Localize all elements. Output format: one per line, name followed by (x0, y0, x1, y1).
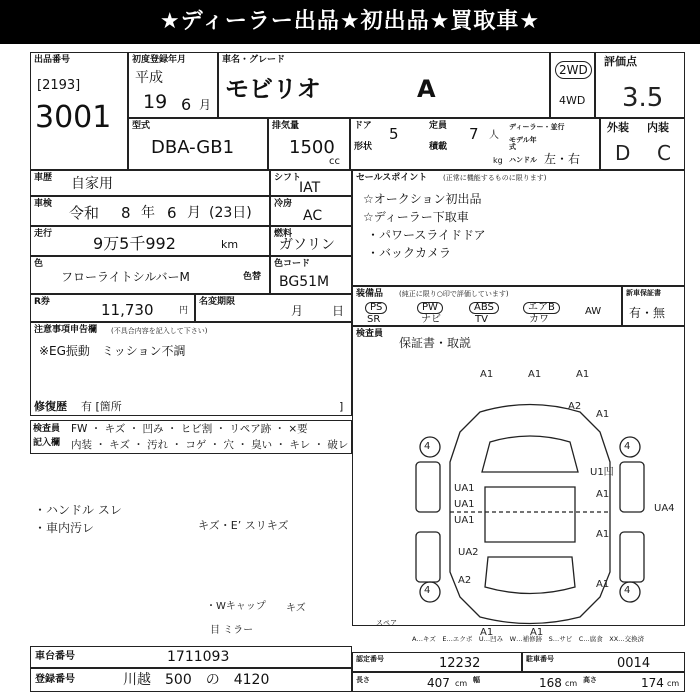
diagram-mark-5: A1 (596, 489, 610, 500)
sales-point-4: ・バックカメラ (367, 246, 452, 260)
color-code-label: 色コード (274, 259, 311, 269)
diagram-mark-15: UA2 (458, 547, 479, 558)
spare-label: スペア (376, 619, 397, 627)
history-box (30, 170, 270, 196)
diagram-mark-11: A2 (568, 401, 582, 412)
mileage-box (30, 226, 270, 256)
score-box (595, 52, 685, 118)
diagram-mark-9: A1 (530, 627, 544, 638)
model-value: DBA-GB1 (151, 137, 235, 158)
inspection-month: 6 (167, 204, 177, 222)
sales-point-2: ☆ディーラー下取車 (363, 210, 469, 224)
width-value: 168 (539, 676, 562, 690)
sales-point-3: ・パワースライドドア (367, 228, 486, 242)
equip-leather: カワ (529, 314, 549, 325)
inspection-box (30, 196, 270, 226)
recycle-label: R券 (34, 297, 50, 307)
new-car-warranty-value: 有・無 (629, 306, 666, 320)
repair-end: ] (339, 400, 344, 413)
capacity-value: 7 (469, 125, 479, 143)
tax-day-unit: 日 (332, 304, 345, 318)
damage-legend: A…キズ E…エクボ U…凹み W…補修跡 S…サビ C…腐食 XX…交換済 (412, 635, 645, 643)
lot-label: 出品番号 (34, 55, 71, 65)
diagram-mark-20: 4 (424, 585, 431, 596)
height-unit: cm (667, 679, 680, 688)
checks-row-1: FW ・ キズ ・ 凹み ・ ヒビ割 ・ リペア跡 ・ ×要 (71, 423, 308, 435)
sales-points-box (352, 170, 685, 286)
equipment-note: (純正に限り○印で評価しています) (399, 290, 509, 298)
car-name-label: 車名・グレード (222, 55, 286, 65)
equip-aw: AW (585, 306, 602, 317)
handwritten-note-4: ・Wキャップ (206, 601, 266, 612)
model-box (128, 118, 268, 170)
car-damage-diagram (410, 392, 650, 632)
ac-value: AC (303, 208, 323, 224)
cert-label: 認定番号 (356, 655, 384, 663)
color-value: フローライトシルバーM (61, 270, 190, 284)
inspection-year-unit: 年 (141, 205, 155, 221)
exterior-interior-box (600, 118, 685, 170)
recycle-unit: 円 (179, 306, 189, 316)
spec-box (350, 118, 600, 170)
sales-point-1: ☆オークション初出品 (363, 192, 482, 206)
handle-label: ハンドル (509, 156, 537, 164)
fuel-value: ガソリン (279, 237, 335, 253)
doors-label: ドア (354, 121, 372, 131)
auction-sheet (30, 52, 685, 692)
diagram-mark-14: UA1 (454, 515, 475, 526)
checks-box (30, 420, 352, 454)
registration-month: 6 (181, 95, 192, 114)
handwritten-note-6: キズ (286, 603, 306, 614)
auction-banner: ★ディーラー出品★初出品★買取車★ (0, 0, 700, 44)
equipment-label: 装備品 (356, 289, 384, 299)
mileage-label: 走行 (34, 229, 53, 239)
weight-unit: kg (493, 156, 503, 165)
parking-label: 駐車番号 (526, 655, 554, 663)
checks-label-1: 検査員 (33, 424, 61, 434)
diagram-mark-1: A1 (480, 369, 494, 380)
diagram-mark-7: A1 (596, 579, 610, 590)
handwritten-note-2: ・車内汚レ (34, 521, 95, 535)
car-name: モビリオ (225, 75, 321, 103)
width-label: 幅 (473, 676, 480, 684)
new-car-warranty-label: 新車保証書 (626, 289, 661, 297)
drive-4wd: 4WD (559, 94, 586, 107)
diagram-mark-3: A1 (576, 369, 590, 380)
plate-box (30, 668, 352, 692)
parking-number: 0014 (617, 656, 651, 671)
inspection-day: (23日) (209, 205, 252, 221)
notes-item: ※EG振動 ミッション不調 (39, 344, 186, 358)
inspection-era: 令和 (69, 204, 100, 222)
width-unit: cm (565, 679, 578, 688)
diagram-mark-16: UA4 (654, 503, 675, 514)
checks-label-2: 記入欄 (33, 438, 61, 448)
recycle-value: 11,730 (101, 301, 154, 319)
shift-label: シフト (274, 173, 302, 183)
fuel-box (270, 226, 352, 256)
checks-row-2: 内装 ・ キズ ・ 汚れ ・ コゲ ・ 穴 ・ 臭い ・ キレ ・ 破レ (71, 439, 349, 451)
drive-2wd: 2WD (555, 61, 592, 79)
diagram-mark-4: A1 (596, 409, 610, 420)
diagram-mark-8: A1 (480, 627, 494, 638)
tax-label: 名変期限 (199, 297, 236, 307)
score-label: 評価点 (604, 55, 637, 68)
plate-label: 登録番号 (35, 674, 75, 685)
shift-value: IAT (299, 180, 321, 196)
diagram-mark-21: 4 (624, 585, 631, 596)
handwritten-note-1: ・ハンドル スレ (34, 503, 122, 517)
diagram-mark-17: U1凹 (590, 467, 614, 478)
interior-label: 内装 (647, 121, 669, 134)
lot-sub: [2193] (37, 78, 81, 93)
shape-label: 形状 (354, 142, 373, 152)
sales-points-note: (正常に機能するものに限ります) (443, 174, 547, 182)
repair-label: 修復歴 (34, 400, 67, 413)
dealer-label: ディーラー・並行 (509, 123, 565, 131)
diagram-mark-13: UA1 (454, 499, 475, 510)
repair-value: 有 [箇所 (81, 400, 122, 413)
exterior-grade: D (615, 141, 631, 165)
ac-box (270, 196, 352, 226)
length-unit: cm (455, 679, 468, 688)
equip-airbag: エアB (523, 302, 560, 314)
chassis-label: 車台番号 (35, 651, 75, 662)
equip-sr: SR (367, 314, 381, 325)
mileage-value: 9万5千992 (93, 234, 176, 253)
height-label: 高さ (583, 676, 597, 684)
equip-abs: ABS (469, 302, 499, 314)
cert-box (352, 652, 522, 672)
lot-box (30, 52, 128, 170)
fuel-label: 燃料 (274, 229, 293, 239)
color-box (30, 256, 270, 294)
tax-month-unit: 月 (291, 304, 304, 318)
registration-label: 初度登録年月 (132, 55, 187, 65)
parking-box (522, 652, 685, 672)
equip-ps: PS (365, 302, 387, 314)
dimensions-box (352, 672, 685, 692)
doors-value: 5 (389, 125, 399, 143)
color-code-box (270, 256, 352, 294)
diagram-mark-10: A2 (458, 575, 472, 586)
diagram-mark-6: A1 (596, 529, 610, 540)
displacement-label: 排気量 (272, 121, 300, 131)
equip-navi: ナビ (421, 314, 441, 325)
diagram-mark-19: 4 (624, 441, 631, 452)
recycle-box (30, 294, 195, 322)
inspection-month-unit: 月 (187, 205, 201, 221)
inspector-value: 保証書・取説 (399, 336, 472, 350)
handwritten-note-5: 目 ミラー (210, 625, 254, 636)
handle-value: 左・右 (544, 152, 581, 166)
color-label: 色 (34, 259, 44, 269)
registration-era: 平成 (135, 70, 163, 86)
chassis-number: 1711093 (167, 649, 230, 665)
handwritten-note-3: キズ・E’ スリキズ (198, 519, 289, 532)
cert-number: 12232 (439, 656, 481, 671)
length-value: 407 (427, 676, 450, 690)
displacement-value: 1500 (289, 137, 335, 158)
inspection-label: 車検 (34, 199, 53, 209)
color-change-label: 色替 (243, 272, 262, 282)
color-code: BG51M (279, 274, 330, 290)
diagram-mark-18: 4 (424, 441, 431, 452)
lot-number: 3001 (35, 100, 112, 135)
capacity-label: 定員 (429, 121, 448, 131)
capacity-unit: 人 (489, 130, 499, 141)
mileage-unit: km (221, 238, 239, 251)
displacement-unit: cc (329, 156, 340, 167)
car-grade: A (417, 75, 436, 103)
interior-grade: C (657, 141, 671, 165)
model-year-label: モデル年式 (509, 136, 537, 151)
notes-sub: (不具合内容を記入して下さい) (111, 327, 208, 335)
chassis-box (30, 646, 352, 668)
plate-number: 川越 500 の 4120 (123, 672, 270, 688)
drive-box (550, 52, 595, 118)
history-value: 自家用 (71, 176, 113, 192)
shift-box (270, 170, 352, 196)
diagram-mark-2: A1 (528, 369, 542, 380)
equip-tv: TV (475, 314, 488, 325)
history-label: 車歴 (34, 173, 53, 183)
car-name-box (218, 52, 550, 118)
inspection-year: 8 (121, 204, 131, 222)
length-label: 長さ (356, 676, 370, 684)
new-car-warranty-box (622, 286, 685, 326)
displacement-box (268, 118, 350, 170)
diagram-mark-12: UA1 (454, 483, 475, 494)
tax-box (195, 294, 352, 322)
notes-label: 注意事項申告欄 (34, 325, 98, 335)
equipment-box (352, 286, 622, 326)
sales-points-label: セールスポイント (356, 173, 428, 183)
loading-label: 積載 (429, 142, 448, 152)
score-value: 3.5 (622, 83, 664, 113)
equip-pw: PW (417, 302, 443, 314)
inspector-label: 検査員 (356, 329, 384, 339)
registration-box (128, 52, 218, 118)
exterior-label: 外装 (607, 121, 629, 134)
registration-month-unit: 月 (199, 98, 212, 112)
height-value: 174 (641, 676, 664, 690)
notes-box (30, 322, 352, 416)
ac-label: 冷房 (274, 199, 293, 209)
model-label: 型式 (132, 121, 151, 131)
registration-year: 19 (143, 91, 168, 113)
